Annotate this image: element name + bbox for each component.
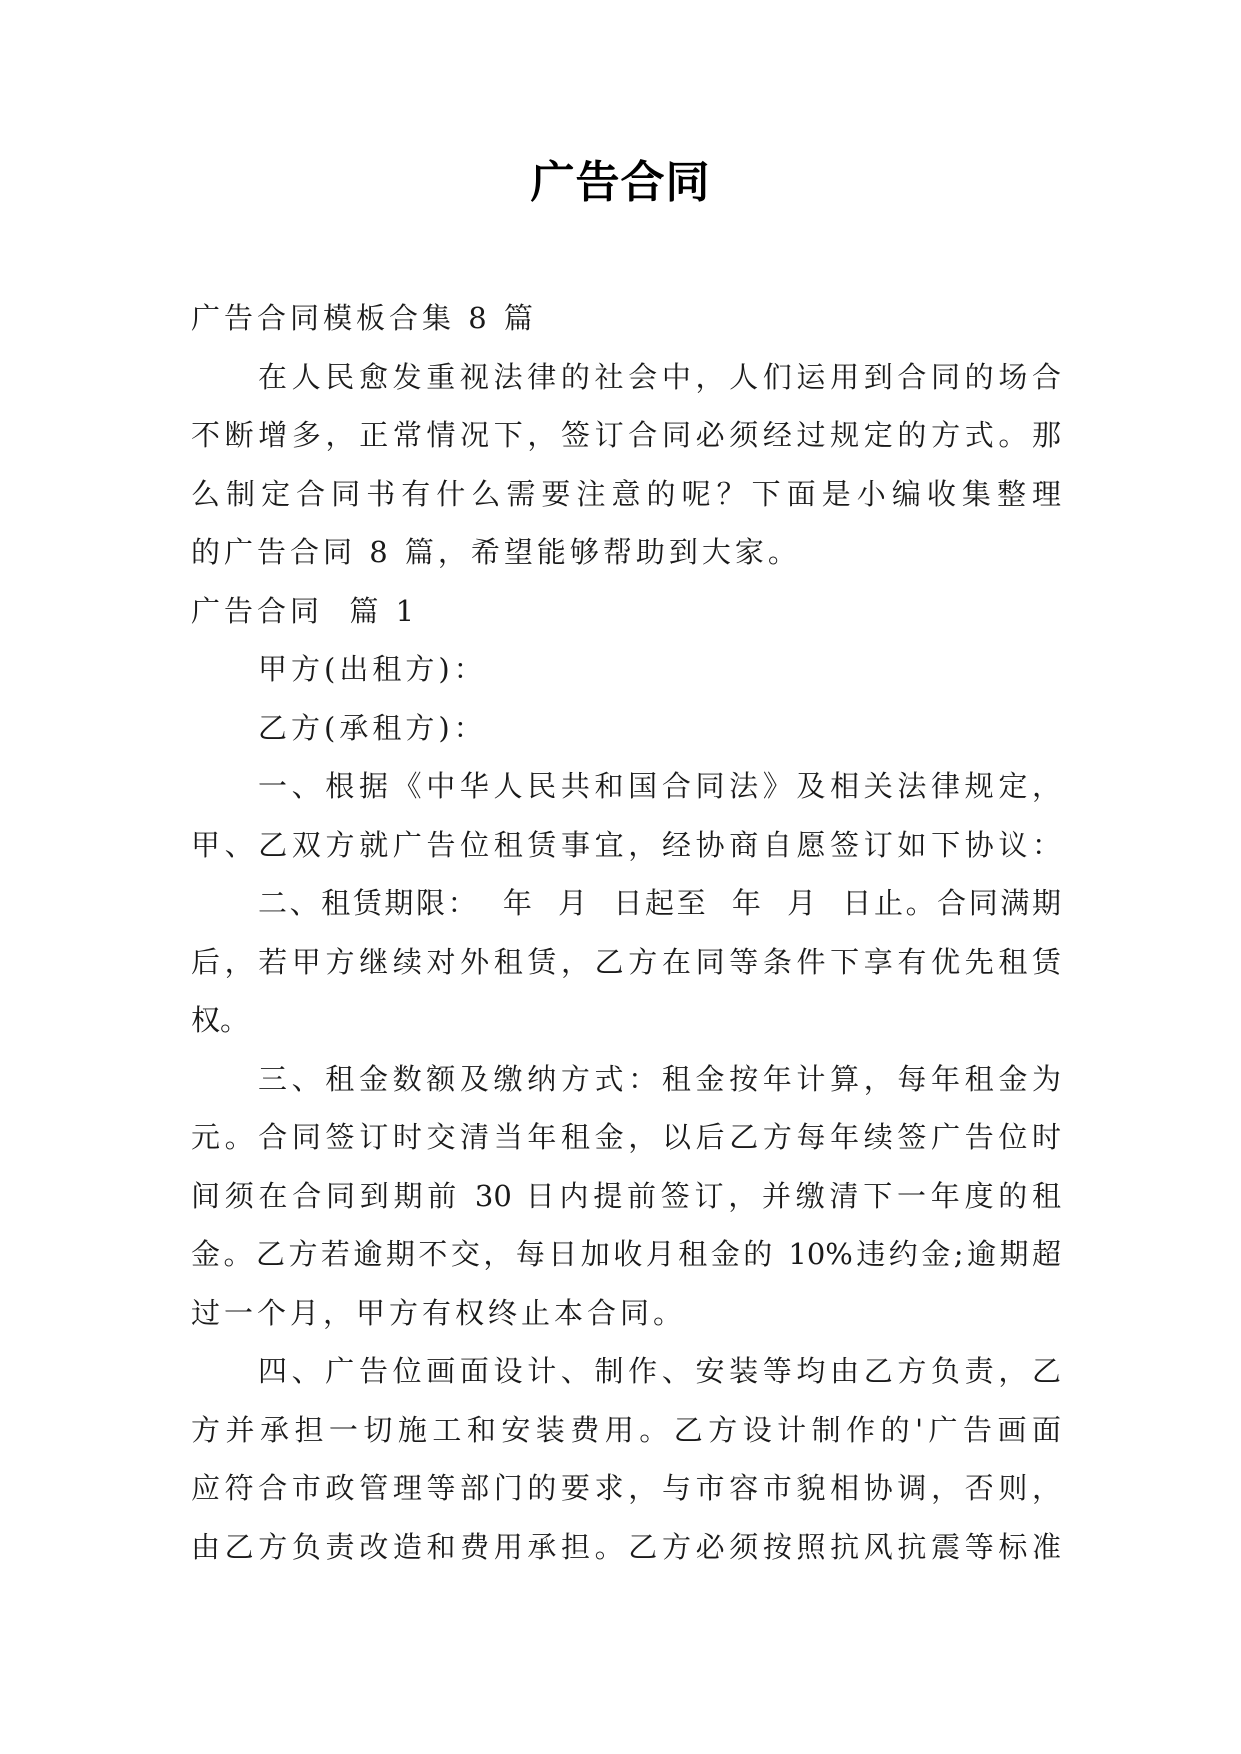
paragraph-line: 二、租赁期限： 年 月 日起至 年 月 日止。合同满期 <box>258 886 1061 920</box>
paragraph-line: 么制定合同书有什么需要注意的呢？下面是小编收集整理 <box>191 476 1061 511</box>
clause-paragraph-2 <box>191 874 1061 1050</box>
paragraph-line: 方并承担一切施工和安装费用。乙方设计制作的'广告画面 <box>191 1412 1061 1447</box>
paragraph-line: 后，若甲方继续对外租赁，乙方在同等条件下享有优先租赁 <box>191 944 1061 979</box>
paragraph-line: 元。合同签订时交清当年租金，以后乙方每年续签广告位时 <box>191 1120 1061 1154</box>
paragraph-line: 四、广告位画面设计、制作、安装等均由乙方负责，乙 <box>258 1354 1061 1388</box>
document-subtitle: 广告合同模板合集 8 篇 <box>191 301 537 335</box>
party-a-line: 甲方(出租方)： <box>258 652 487 686</box>
paragraph-line: 三、租金数额及缴纳方式：租金按年计算，每年租金为 <box>258 1061 1061 1096</box>
document-title: 广告合同 <box>530 157 711 208</box>
paragraph-line: 的广告合同 8 篇，希望能够帮助到大家。 <box>191 535 801 569</box>
section-heading: 广告合同 篇 1 <box>191 593 419 628</box>
paragraph-line: 权。 <box>191 1003 250 1037</box>
clause-paragraph-4 <box>191 1342 1061 1576</box>
paragraph-line: 金。乙方若逾期不交，每日加收月租金的 10%违约金;逾期超 <box>191 1237 1061 1271</box>
party-b-line: 乙方(承租方)： <box>258 710 487 745</box>
paragraph-line: 由乙方负责改造和费用承担。乙方必须按照抗风抗震等标准 <box>191 1529 1061 1564</box>
paragraph-line: 间须在合同到期前 30 日内提前签订，并缴清下一年度的租 <box>191 1178 1061 1213</box>
paragraph-line: 甲、乙双方就广告位租赁事宜，经协商自愿签订如下协议： <box>191 827 1061 862</box>
clause-paragraph-3 <box>191 1050 1061 1343</box>
paragraph-line: 应符合市政管理等部门的要求，与市容市貌相协调，否则， <box>191 1471 1061 1505</box>
paragraph-line: 一、根据《中华人民共和国合同法》及相关法律规定， <box>258 769 1061 803</box>
clause-paragraph-1 <box>191 757 1061 874</box>
intro-paragraph <box>191 348 1061 582</box>
paragraph-line: 在人民愈发重视法律的社会中，人们运用到合同的场合 <box>258 359 1061 394</box>
document-body <box>191 289 1061 1576</box>
paragraph-line: 过一个月，甲方有权终止本合同。 <box>191 1295 687 1330</box>
paragraph-line: 不断增多，正常情况下，签订合同必须经过规定的方式。那 <box>191 418 1061 452</box>
